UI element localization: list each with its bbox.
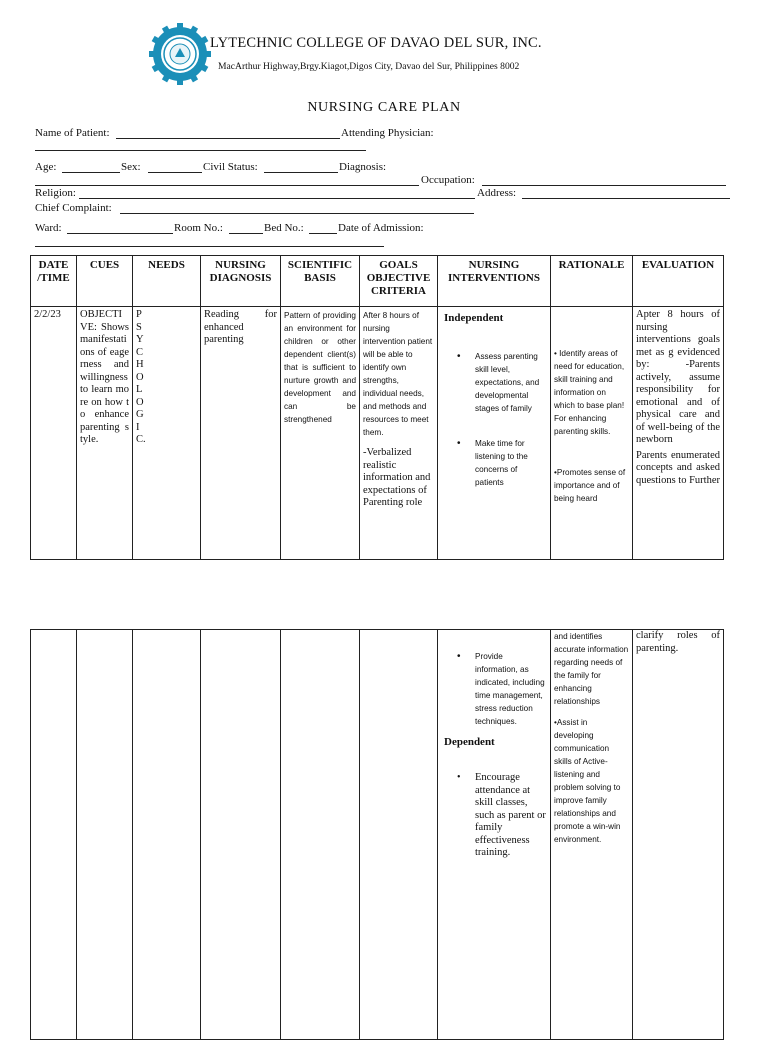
religion-label: Religion: xyxy=(35,187,76,199)
header-rationale: RATIONALE xyxy=(551,256,633,307)
rationale-accurate-information: and identifies accurate information regarding needs of the family for enhancing relationships xyxy=(554,632,629,706)
header-cues: CUES xyxy=(77,256,133,307)
header-needs: NEEDS xyxy=(133,256,201,307)
row1-evaluation xyxy=(633,307,724,560)
row1-needs: P S Y C H O L O G I C. xyxy=(133,307,201,560)
row2-needs xyxy=(133,630,201,1040)
row1-date: 2/2/23 xyxy=(31,307,77,560)
form-title: NURSING CARE PLAN xyxy=(307,100,461,115)
occupation-label: Occupation: xyxy=(421,174,475,186)
rationale-promotes-importance: •Promotes sense of importance and of being heard xyxy=(554,468,626,503)
row1-goals-extra: -Verbalized realistic information and expectations of Parenting role xyxy=(363,447,431,508)
row2-goals xyxy=(360,630,438,1040)
row2-basis xyxy=(281,630,360,1040)
evaluation-goals-met: Apter 8 hours of nursing interventions goals met as g evidenced by: -Parents actively, assume responsibility for emotional and of physical care and of well-being of the newborn xyxy=(636,309,720,445)
occupation-line[interactable] xyxy=(482,185,726,186)
intervention-encourage-attendance: • Encourage attendance at skill classes, such as parent or family effectiveness training. xyxy=(475,772,547,860)
row2-date xyxy=(31,630,77,1040)
age-line[interactable] xyxy=(62,172,120,173)
date-of-admission-line[interactable] xyxy=(35,246,384,247)
care-plan-table-page-1 xyxy=(30,255,724,560)
room-no-label: Room No.: xyxy=(174,222,223,234)
rationale-communication-skills: •Assist in developing communication skills of Active-listening and problem solving to improve family relationships and promote a win-win environment. xyxy=(554,718,621,844)
chief-complaint-label: Chief Complaint: xyxy=(35,202,112,214)
row2-interventions xyxy=(438,630,551,1040)
attending-physician-label: Attending Physician: xyxy=(341,127,434,139)
header-nursing-diagnosis: NURSING DIAGNOSIS xyxy=(201,256,281,307)
diagnosis-label: Diagnosis: xyxy=(339,161,387,173)
intervention-assess: • Assess parenting skill level, expectations, and developmental stages of family xyxy=(475,350,547,415)
row2-evaluation xyxy=(633,630,724,1040)
attending-physician-line[interactable] xyxy=(35,150,366,151)
independent-label: Independent xyxy=(444,312,504,324)
college-name: LYTECHNIC COLLEGE OF DAVAO DEL SUR, INC. xyxy=(210,35,542,51)
age-label: Age: xyxy=(35,161,57,173)
sex-label: Sex: xyxy=(121,161,141,173)
room-no-line[interactable] xyxy=(229,233,263,234)
bed-no-label: Bed No.: xyxy=(264,222,304,234)
civil-status-label: Civil Status: xyxy=(203,161,258,173)
address-label: Address: xyxy=(477,187,517,199)
header-date-time: DATE /TIME xyxy=(31,256,77,307)
civil-status-line[interactable] xyxy=(264,172,338,173)
row1-goals-main: After 8 hours of nursing intervention patient will be able to identify own strengths, individual needs, and methods and resources to meet them. xyxy=(363,311,433,437)
row2-diagnosis xyxy=(201,630,281,1040)
sex-line[interactable] xyxy=(148,172,202,173)
address-line[interactable] xyxy=(522,198,730,199)
college-address: MacArthur Highway,Brgy.Kiagot,Digos City, Davao del Sur, Philippines 8002 xyxy=(218,61,520,72)
name-of-patient-line[interactable] xyxy=(116,138,340,139)
diagnosis-line[interactable] xyxy=(35,185,419,186)
row2-rationale xyxy=(551,630,633,1040)
header-goals: GOALS OBJECTIVE CRITERIA xyxy=(360,256,438,307)
row1-scientific-basis: Pattern of providing an environment for children or other dependent client(s) that is sufficient to nurture growth and development and can be strengthened xyxy=(281,307,360,560)
bed-no-line[interactable] xyxy=(309,233,337,234)
care-plan-table-page-2 xyxy=(30,629,724,1040)
header-evaluation: EVALUATION xyxy=(633,256,724,307)
ward-label: Ward: xyxy=(35,222,62,234)
date-of-admission-label: Date of Admission: xyxy=(338,222,424,234)
dependent-label: Dependent xyxy=(444,736,495,748)
row1-interventions xyxy=(438,307,551,560)
header-scientific-basis: SCIENTIFIC BASIS xyxy=(281,256,360,307)
chief-complaint-line[interactable] xyxy=(120,213,474,214)
header-nursing-interventions: NURSING INTERVENTIONS xyxy=(438,256,551,307)
rationale-identify-areas: • Identify areas of need for education, skill training and information on which to base plan! For enhancing parenting skills. xyxy=(554,349,625,436)
evaluation-parents-enumerated: Parents enumerated concepts and asked questions to Further xyxy=(636,449,720,486)
religion-line[interactable] xyxy=(79,198,475,199)
intervention-listen: • Make time for listening to the concerns of patients xyxy=(475,437,547,489)
college-seal-gear-icon xyxy=(148,22,212,86)
evaluation-clarify-roles: clarify roles of parenting. xyxy=(636,630,720,654)
row1-goals xyxy=(360,307,438,560)
name-of-patient-label: Name of Patient: xyxy=(35,127,110,139)
row2-cues xyxy=(77,630,133,1040)
intervention-provide-info: • Provide information, as indicated, including time management, stress reduction techniques. xyxy=(475,650,547,728)
ward-line[interactable] xyxy=(67,233,173,234)
row1-rationale xyxy=(551,307,633,560)
row1-nursing-diagnosis: Reading for enhanced parenting xyxy=(201,307,281,560)
row1-cues: OBJECTIVE: Shows manifestations of eagerness and willingness to learn more on how to enhance parenting style. xyxy=(77,307,133,560)
